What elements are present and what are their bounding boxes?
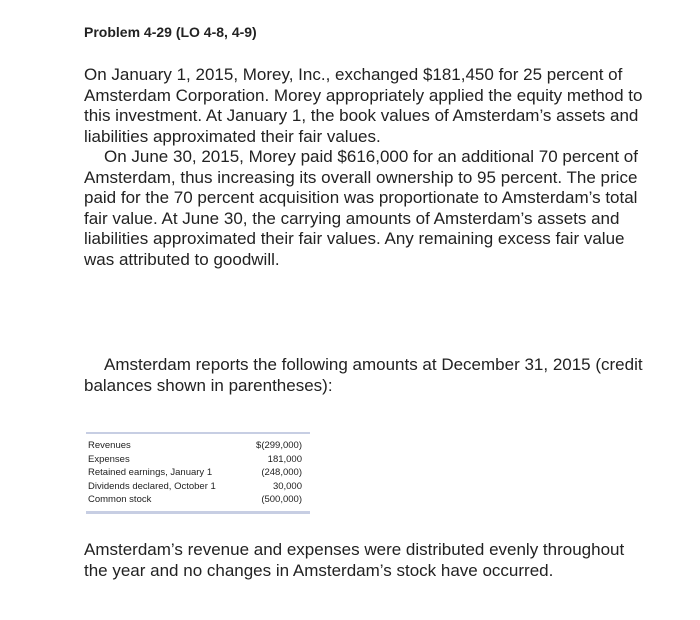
- balances-table: [86, 432, 310, 514]
- paragraph-2: On June 30, 2015, Morey paid $616,000 for an additional 70 percent of Amsterdam, thus increasing its overall ownership to 95 percent. The price paid for the 70 percent acquisition was proportionate to Amsterdam’s total fair value. At June 30, the carrying amounts of Amsterdam’s assets and liabilities approximated their fair values. Any remaining excess fair value was attributed to goodwill.: [84, 147, 638, 269]
- row-label: Retained earnings, January 1: [88, 467, 213, 478]
- table-row: [86, 453, 310, 467]
- table-row: [86, 439, 310, 453]
- paragraph-4: Amsterdam’s revenue and expenses were distributed evenly throughout the year and no changes in Amsterdam’s stock have occurred.: [84, 540, 625, 580]
- paragraph-1: On January 1, 2015, Morey, Inc., exchanged $181,450 for 25 percent of Amsterdam Corporation. Morey appropriately applied the equity method to this investment. At January 1, the book values of Amsterdam’s assets and liabilities approximated their fair values.: [84, 65, 643, 146]
- problem-heading: Problem 4-29 (LO 4-8, 4-9): [84, 24, 257, 40]
- paragraph-3: Amsterdam reports the following amounts at December 31, 2015 (credit balances shown in parentheses):: [84, 355, 643, 395]
- table-row: [86, 480, 310, 494]
- row-label: Common stock: [88, 494, 152, 505]
- row-label: Revenues: [88, 440, 131, 451]
- row-label: Dividends declared, October 1: [88, 480, 216, 492]
- row-amount: (500,000): [261, 494, 302, 505]
- row-amount: (248,000): [261, 467, 302, 478]
- row-amount: 30,000: [272, 480, 302, 492]
- row-amount: $(299,000): [256, 440, 302, 451]
- paragraph-3-block: [84, 355, 644, 396]
- table-row: [86, 466, 310, 480]
- row-label: Expenses: [88, 453, 130, 465]
- table-row: [86, 493, 310, 507]
- problem-text: [84, 65, 644, 270]
- row-amount: 181,000: [267, 453, 302, 465]
